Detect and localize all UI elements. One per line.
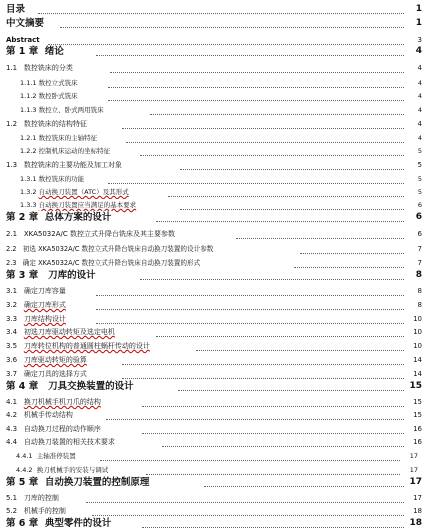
toc-entry-3-2[interactable] — [0, 299, 426, 312]
toc-page: 4 — [404, 104, 422, 117]
toc-page: 4 — [404, 77, 422, 90]
toc-number: 第 1 章 — [6, 46, 39, 57]
toc-entry-3-4[interactable] — [0, 326, 426, 339]
toc-number: 1.2 — [6, 120, 18, 128]
toc-number: 1.3.3 — [20, 201, 37, 209]
toc-entry-1-2-2[interactable] — [0, 145, 426, 158]
toc-number: 1.1.2 — [20, 92, 37, 100]
toc-title: 机械手传动结构 — [23, 411, 73, 419]
toc-number: 1.1.3 — [20, 106, 37, 114]
toc-title: 刀库的设计 — [48, 270, 96, 281]
toc-page: 16 — [404, 436, 422, 449]
toc-number: 4.2 — [6, 411, 18, 419]
toc-entry-2-1[interactable] — [0, 228, 426, 241]
toc-entry-2-2[interactable] — [0, 243, 426, 256]
toc-title: 确定刀具的选择方式 — [23, 370, 87, 378]
toc-title: 初选 XKA5032A/C 数控立式升降台铣床自动换刀装置的设计参数 — [22, 245, 214, 253]
toc-title: 数控铣床的分类 — [23, 64, 73, 72]
toc-title: 确定刀库容量 — [23, 287, 66, 295]
toc-number: 3.4 — [6, 328, 18, 336]
toc-title: 自动换刀装置（ATC）及其形式 — [38, 188, 129, 196]
toc-title: 自动换刀过程的动作顺序 — [23, 425, 101, 433]
toc-title: 目录 — [6, 4, 26, 15]
toc-number: 1.3.1 — [20, 175, 37, 183]
toc-title: 总体方案的设计 — [44, 212, 112, 223]
toc-page: 7 — [404, 257, 422, 270]
toc-page: 15 — [404, 380, 422, 393]
toc-entry-3-5[interactable] — [0, 340, 426, 353]
toc-title: 自动换刀装置的控制原理 — [44, 477, 150, 488]
toc-entry-3-3[interactable] — [0, 313, 426, 326]
toc-entry-1-3[interactable] — [0, 159, 426, 172]
toc-title: 数控卧式铣床 — [38, 92, 78, 100]
toc-entry-4-4[interactable] — [0, 436, 426, 449]
toc-entry-1-1-3[interactable] — [0, 104, 426, 117]
toc-page: 5 — [404, 159, 422, 172]
toc-number: 1.2.2 — [20, 147, 37, 155]
toc-page: 4 — [404, 45, 422, 58]
toc-page: 16 — [404, 423, 422, 436]
toc-entry-5-1[interactable] — [0, 492, 426, 505]
toc-title: 刀库驱动转矩的验算 — [23, 356, 87, 364]
toc-title: 数控铣床的主要功能及加工对象 — [23, 161, 122, 169]
toc-entry-chapter-6[interactable] — [0, 517, 426, 530]
toc-title: 中文摘要 — [6, 18, 45, 29]
toc-title: 刀库结构设计 — [23, 315, 66, 323]
toc-number: 第 6 章 — [6, 518, 39, 529]
toc-title: 数控铣床的结构特征 — [23, 120, 87, 128]
toc-entry-1-3-1[interactable] — [0, 173, 426, 186]
toc-page: 5 — [404, 173, 422, 186]
toc-number: 3.1 — [6, 287, 18, 295]
toc-page: 17 — [400, 464, 418, 477]
toc-page: 14 — [404, 368, 422, 381]
toc-page: 1 — [404, 17, 422, 30]
toc-number: 2.1 — [6, 230, 18, 238]
toc-number: 4.4 — [6, 438, 18, 446]
toc-page: 18 — [404, 505, 422, 518]
toc-page: 4 — [404, 132, 422, 145]
toc-title: 换刀机械手机刀爪的结构 — [23, 398, 101, 406]
toc-number: 5.2 — [6, 507, 18, 515]
toc-number: 第 4 章 — [6, 381, 39, 392]
toc-entry-3-6[interactable] — [0, 354, 426, 367]
toc-title: 数控铣床的主轴特征 — [38, 134, 98, 142]
toc-number: 3.3 — [6, 315, 18, 323]
toc-page: 10 — [404, 340, 422, 353]
toc-entry-1-2[interactable] — [0, 118, 426, 131]
toc-title: 数控铣床的功能 — [38, 175, 85, 183]
toc-entry-contents[interactable] — [0, 3, 426, 16]
toc-page: 1 — [404, 3, 422, 16]
toc-page: 4 — [404, 90, 422, 103]
toc-number: 1.1 — [6, 64, 18, 72]
toc-entry-1-2-1[interactable] — [0, 132, 426, 145]
toc-number: 2.2 — [6, 245, 17, 253]
toc-number: 4.3 — [6, 425, 18, 433]
toc-title: 自动换刀装置应当满足的基本要求 — [38, 201, 137, 209]
toc-number: 1.2.1 — [20, 134, 37, 142]
toc-number: 4.1 — [6, 398, 18, 406]
toc-entry-4-2[interactable] — [0, 409, 426, 422]
toc-entry-chapter-2[interactable] — [0, 211, 426, 224]
toc-page: 8 — [404, 299, 422, 312]
toc-page: 10 — [404, 326, 422, 339]
toc-entry-3-1[interactable] — [0, 285, 426, 298]
toc-entry-chapter-3[interactable] — [0, 269, 426, 282]
toc-title: 数控立式铣床 — [38, 79, 78, 87]
toc-number: 1.1.1 — [20, 79, 37, 87]
toc-page: 3 — [404, 34, 422, 47]
toc-entry-4-4-1[interactable] — [0, 450, 426, 463]
toc-entry-4-3[interactable] — [0, 423, 426, 436]
toc-title: 刀具交换装置的设计 — [48, 381, 134, 392]
toc-page: 6 — [404, 211, 422, 224]
toc-number: 4.4.1 — [16, 452, 33, 460]
toc-number: 3.7 — [6, 370, 18, 378]
toc-number: 3.2 — [6, 301, 18, 309]
toc-page: 15 — [404, 396, 422, 409]
toc-page: 15 — [404, 409, 422, 422]
toc-page: 6 — [404, 228, 422, 241]
toc-entry-chapter-5[interactable] — [0, 476, 426, 489]
toc-page: 8 — [404, 269, 422, 282]
toc-page: 17 — [400, 450, 418, 463]
toc-number: 5.1 — [6, 494, 18, 502]
toc-number: 第 3 章 — [6, 270, 39, 281]
toc-number: 1.3.2 — [20, 188, 37, 196]
toc-number: 第 2 章 — [6, 212, 39, 223]
toc-page: 17 — [404, 476, 422, 489]
toc-page: 6 — [404, 199, 422, 212]
toc-title: 绪论 — [44, 46, 64, 57]
toc-title: 控制机床运动的坐标特征 — [38, 147, 111, 155]
toc-page: 5 — [404, 186, 422, 199]
toc-title: 确定刀库形式 — [23, 301, 66, 309]
toc-entry-1-1-1[interactable] — [0, 77, 426, 90]
toc-title: XKA5032A/C 数控立式升降台铣床及其主要参数 — [23, 230, 175, 238]
toc-entry-1-3-2[interactable] — [0, 186, 426, 199]
toc-title: 数控立、卧式两用铣床 — [38, 106, 104, 114]
toc-title: 典型零件的设计 — [44, 518, 112, 529]
toc-title: 机械手的控制 — [23, 507, 66, 515]
toc-entry-1-1-2[interactable] — [0, 90, 426, 103]
toc-title: 刀库的控制 — [23, 494, 59, 502]
toc-number: 2.3 — [6, 259, 17, 267]
toc-title: 确定 XKA5032A/C 数控立式升降台铣床自动换刀装置的形式 — [22, 259, 201, 267]
toc-number: 3.5 — [6, 342, 18, 350]
toc-page: 4 — [404, 118, 422, 131]
toc-title: 刀库转位机构的普通圆柱蜗杆传动的设计 — [23, 342, 150, 350]
toc-title: 主轴准停装置 — [36, 452, 76, 460]
toc-number: 1.3 — [6, 161, 18, 169]
toc-page: 17 — [404, 492, 422, 505]
toc-number: 第 5 章 — [6, 477, 39, 488]
toc-title: Abstract — [6, 36, 40, 44]
toc-number: 4.4.2 — [16, 466, 33, 474]
toc-page: 8 — [404, 285, 422, 298]
toc-page: 18 — [404, 517, 422, 530]
toc-entry-4-1[interactable] — [0, 396, 426, 409]
toc-title: 自动换刀装置的相关技术要求 — [23, 438, 115, 446]
toc-title: 换刀机械手的安装与调试 — [36, 466, 109, 474]
toc-entry-chinese-abstract[interactable] — [0, 17, 426, 30]
toc-page: 5 — [404, 145, 422, 158]
toc-entry-chapter-4[interactable] — [0, 380, 426, 393]
toc-page: 10 — [404, 313, 422, 326]
toc-title: 初选刀库驱动转矩及选定电机 — [23, 328, 115, 336]
toc-page: 4 — [404, 62, 422, 75]
toc-page: 7 — [404, 243, 422, 256]
toc-number: 3.6 — [6, 356, 18, 364]
toc-entry-chapter-1[interactable] — [0, 45, 426, 58]
toc-entry-1-1[interactable] — [0, 62, 426, 75]
toc-page: 14 — [404, 354, 422, 367]
